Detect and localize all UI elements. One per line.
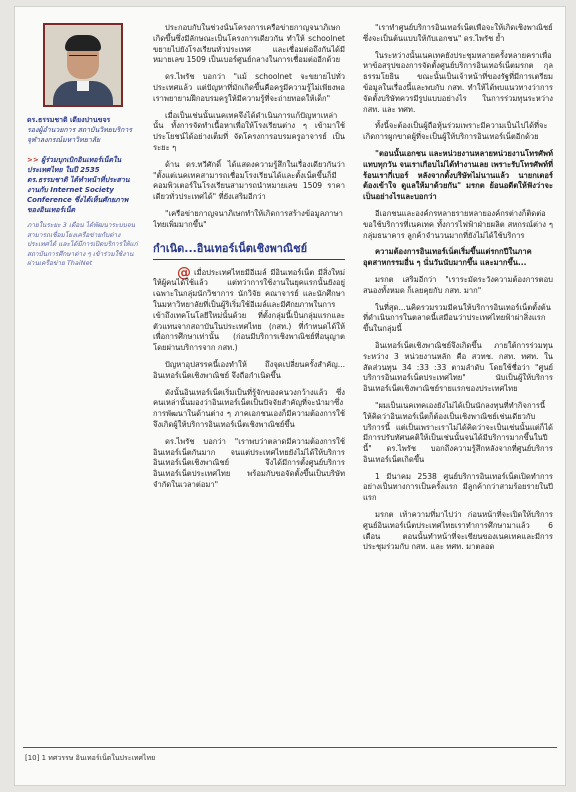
right-paragraph-8: ในที่สุด...นคิดรวมรวมมีคนให้บริการอินเทอร์เน็ตตั้งต้นที่ดำเนินการในตลาดนี้เสมือนว่าประเทศไทยฟ้าผ่าสิ่งแรกขึ้นในกลุ่มนี้ <box>363 302 551 334</box>
mid-paragraph-4: ด้าน ดร.ทวีศักดิ์ ได้แสดงความรู้สึกในเรื่องเดียวกันว่า "ตั้งแต่เนคเทคสามารถเชื่อมโรงเรียนได้และตั้งเน็ตขึ้นก็มีคอมพิวเตอร์ในโรงเรียนสามารถนำหมายเลข 1509 ราคาเดียวทั่วประเทศได้" ที่ยังเสริมอีกว่า <box>153 159 345 202</box>
double-arrow-icon: >> <box>27 156 42 164</box>
mid-paragraph-7: ปัญหาอุปสรรคนี้เองทำให้ ถึงจุดเปลี่ยนครั้งสำคัญ... อินเทอร์เน็ตเชิงพาณิชย์ จึงถือกำเนิดขึ้น <box>153 359 345 380</box>
mid-paragraph-6-text: เมื่อประเทศไทยมีอีเมล์ มีอินเทอร์เน็ต มีสิ่งใหม่ให้ผู้คนได้ใช้แล้ว แต่ทว่าการใช้งานในยุคแรกนั้นยังอยู่เฉพาะในกลุ่มนักวิชาการ นักวิจัย คณาจารย์ และนักศึกษาในมหาวิทยาลัยที่เป็นผู้ริเริ่มใช้อีเมล์และมีศักยภาพในการเข้าถึงเทคโนโลยีใหม่นั้นด้วย ที่ตั้งกลุ่มนี้เป็นกลุ่มแรกและตัวแทนจากสถาบันในประเทศไทย (กสท.) ที่กำหนดได้ให้เพื่อการศึกษาเท่านั้น (ก่อนมีบริการเชิงพาณิชย์ที่อนุญาตโดยผ่านบริการจาก กสท.) <box>153 267 345 353</box>
mid-paragraph-8: ดังนั้นอินเทอร์เน็ตเริ่มเป็นที่รู้จักของคนวงกว้างแล้ว ซึ่งคนเหล่านั้นมองว่าอินเทอร์เน็ตเป็นปัจจัยสำคัญที่จะนำมาซึ่งการพัฒนาในด้านต่าง ๆ ภาคเอกชนเองก็มีความต้องการใช้ จึงเกิดผู้ให้บริการอินเทอร์เน็ตเชิงพาณิชย์ขึ้น <box>153 387 345 429</box>
sidebar-lead-text: ผู้ร่วมบุกเบิกอินเทอร์เน็ตในประเทศไทย ในปี 2535 ดร.ธรรมชาติ ได้ทำหน้าที่ประสานงานกับ Internet Society Conference ซึ่งได้เห็นศักยภาพของอินเทอร์เน็ต <box>27 156 130 214</box>
right-paragraph-5: อีเอกชนและองค์กรหลายรายหลายองค์กรต่างก็ติดต่อขอใช้บริการที่เนคเทค ทั้งการไฟฟ้าฝ่ายผลิต สหกรณ์ต่าง ๆ กลุ่มธนาคาร ลูกค้าจำนวนมากที่ยังไม่ได้ใช้บริการ <box>363 208 553 240</box>
middle-column <box>153 23 345 727</box>
mid-paragraph-6 <box>153 264 345 354</box>
right-paragraph-6: ความต้องการอินเทอร์เน็ตเริ่มขึ้นแต่รกกปีในภาคอุตสาหกรรมอื่น ๆ นั่นวันนับมากขึ้น และมากขึ้น... <box>363 247 532 268</box>
portrait-glasses-shape <box>69 55 97 60</box>
caption-name: ดร.ธรรมชาติ เดียงปานขจร <box>27 116 111 124</box>
right-column <box>363 23 553 727</box>
sidebar-column <box>27 23 139 463</box>
right-paragraph-9: อินเทอร์เน็ตเชิงพาณิชย์จึงเกิดขึ้น ภายใต้การร่วมทุนระหว่าง 3 หน่วยงานหลัก คือ สวทช. กสท. ทศท. ในสัดส่วนทุน 34 :33 :33 ตามลำดับ โดยใช้ชื่อว่า "ศูนย์บริการอินเทอร์เน็ตประเทศไทย" นับเป็นผู้ให้บริการอินเทอร์เน็ตเชิงพาณิชย์รายแรกของประเทศไทย <box>363 340 553 394</box>
right-paragraph-1: "เราทำศูนย์บริการอินเทอร์เน็ตเพื่อจะให้เกิดเชิงพาณิชย์ ซึ่งจะเป็นต้นแบบให้กับเอกชน" ดร.ไพรัช ย้ำ <box>363 23 553 43</box>
portrait-collar-shape <box>77 81 89 91</box>
mid-paragraph-9: ดร.ไพรัช บอกว่า "เราพบว่าตลาดมีความต้องการใช้อินเทอร์เน็ตกันมาก จนแต่ประเทศไทยยังไม่ได้ให้บริการอินเทอร์เน็ตเชิงพาณิชย์ จึงได้มีการตั้งศูนย์บริการอินเทอร์เน็ตประเทศไทย พร้อมกับขอจัดตั้งขึ้นเป็นบริษัทจำกัดในเวลาต่อมา" <box>153 436 345 489</box>
right-paragraph-2: ในระหว่างนั้นเนคเทคยังประชุมหลายครั้งหลายคราเพื่อหาข้อสรุปของการจัดตั้งศูนย์บริการอินเทอร์เน็ตมรกต กุลธรรมโยธิน ขณะนั้นเป็นเจ้าหน้าที่ของรัฐที่มีการเตรียมข้อมูลในเรื่องนี้และพบกับ กสท. ทำให้ได้พบแนวทางว่าการจัดตั้งบริษัทควรมีรูปแบบอย่างไร ในการร่วมทุนระหว่าง กสท. และ ทศท. <box>363 50 553 114</box>
caption-position: รองผู้อำนวยการ สถาบันวิทยบริการ จุฬาลงกรณ์มหาวิทยาลัย <box>27 126 133 144</box>
page-footer <box>15 747 565 771</box>
photo-caption <box>27 115 139 145</box>
right-paragraph-4: "ตอนนั้นเอกชน และหน่วยงานหลายหน่วยงานโทรศัพท์แทบทุกวัน จนเราเกือบไม่ได้ทำงานเลย เพราะรับโทรศัพท์ที่ร้อนเรากี่เบอร์ หลังจากตั้งบริษัทไม่นานแล้ว นายกเตอร์ต้องเข้าใจ ดูแลให้มาด้วยกัน" มรกต ย้อนอดีตให้ฟังว่าจะเป็นอย่างไรและบอกว่า <box>363 148 553 202</box>
footer-rule <box>23 747 557 748</box>
right-paragraph-12: มรกต เท้าความที่มาไปว่า ก่อนหน้าที่จะเปิดให้บริการศูนย์อินเทอร์เน็ตประเทศไทยเราทำการศึกษามาแล้ว 6 เดือน ตอนนั้นทำหน้าที่จะเขียนของเนคเทคและมีการประชุมร่วมกับ กสท. และ ทศท. มาตลอด <box>363 510 553 552</box>
mid-paragraph-1: ประกอบกับในช่วงนั้นโครงการเครือข่ายกาญจนาภิเษกเกิดขึ้นซึ่งมีลักษณะเป็นโครงการเดียวกัน ทำให้ schoolnet ขยายไปยังโรงเรียนทั่วประเทศ และเชื่อมต่อถึงกันได้มีหมายเลข 1509 เป็นเบอร์ศูนย์กลางในการเชื่อมต่ออีกด้วย <box>153 23 345 65</box>
footer-text <box>25 753 155 764</box>
right-paragraph-11: 1 มีนาคม 2538 ศูนย์บริการอินเทอร์เน็ตเปิดทำการอย่างเป็นทางการเป็นครั้งแรก มีลูกค้ากว่าสามร้อยรายในปีแรก <box>363 471 553 503</box>
right-paragraph-7: มรกต เสริมอีกว่า "เราระมัดระวังความต้องการตอบสนองทั้งหมด ก็เลยคุยกับ กสท. มาก" <box>363 274 553 295</box>
magazine-page <box>14 6 566 786</box>
mid-paragraph-3: เมื่อเป็นเช่นนั้นเนคเทคจึงได้ดำเนินการแก้ปัญหาเหล่านั้น ทั้งการจัดทำเนื้อหาเพื่อให้โรงเรียนต่าง ๆ เข้ามาใช้ประโยชน์ได้อย่างเต็มที่ จัดโครงการอบรมครูอาจารย์ เป็นระยะ ๆ <box>153 110 345 152</box>
page-number: [10] <box>25 754 40 762</box>
portrait-photo <box>43 23 123 107</box>
right-paragraph-10: "ผมเป็นเนคเทคเองยังไม่ได้เป็นนักลงทุนที่ทำกิจการนี้ ให้คิดว่าอินเทอร์เน็ตก็ต้องเป็นเชิงพาณิชย์เช่นเดียวกับบริการนี้ แต่เป็นเพราะเราไม่ได้คิดว่าจะเป็นเช่นนั้นแต่ก็ได้มีการปรับทัศนคติให้เป็นเช่นนั้นจนได้มีบริการมากขึ้นในปีนี้" ดร.ไพรัช บอกถึงความรู้สึกหลังจากที่ศูนย์บริการอินเทอร์เน็ตเกิดขึ้น <box>363 400 553 464</box>
sidebar-note: ภายในระยะ 3 เดือน ได้พัฒนาระบบจนสามารถเชื่อมโยงเครือข่ายกับต่างประเทศได้ และได้มีการเปิดบริการให้แก่สถาบันการศึกษาต่าง ๆ เข้าร่วมใช้งาน ผ่านเครือข่าย ThaiNet <box>27 221 138 267</box>
portrait-hair-shape <box>65 35 101 51</box>
publication-title: 1 ทศวรรษ อินเทอร์เน็ตในประเทศไทย <box>41 754 156 762</box>
mid-paragraph-5: "เครือข่ายกาญจนาภิเษกทำให้เกิดการสร้างข้อมูลภาษาไทยเพิ่มมากขึ้น" <box>153 208 343 229</box>
section-title: กำเนิด...อินเทอร์เน็ตเชิงพาณิชย์ <box>153 239 345 260</box>
right-paragraph-3: ทั้งนี้จะต้องเป็นผู้ถือหุ้นร่วมเพราะมีความเป็นไปได้ที่จะเกิดการผูกขาดผู้ที่จะเป็นผู้ให้บริการอินเทอร์เน็ตอีกด้วย <box>363 121 548 142</box>
at-sign-icon: @ <box>177 264 191 281</box>
sidebar-lead <box>27 155 139 215</box>
mid-paragraph-2: ดร.ไพรัช บอกว่า "แม้ schoolnet จะขยายไปทั่วประเทศแล้ว แต่ปัญหาที่มักเกิดขึ้นคือครูมีความรู้ไม่เพียงพอ เราพยายามฝึกอบรมครูให้มีความรู้ที่จะถ่ายทอดให้เด็ก" <box>153 72 345 103</box>
